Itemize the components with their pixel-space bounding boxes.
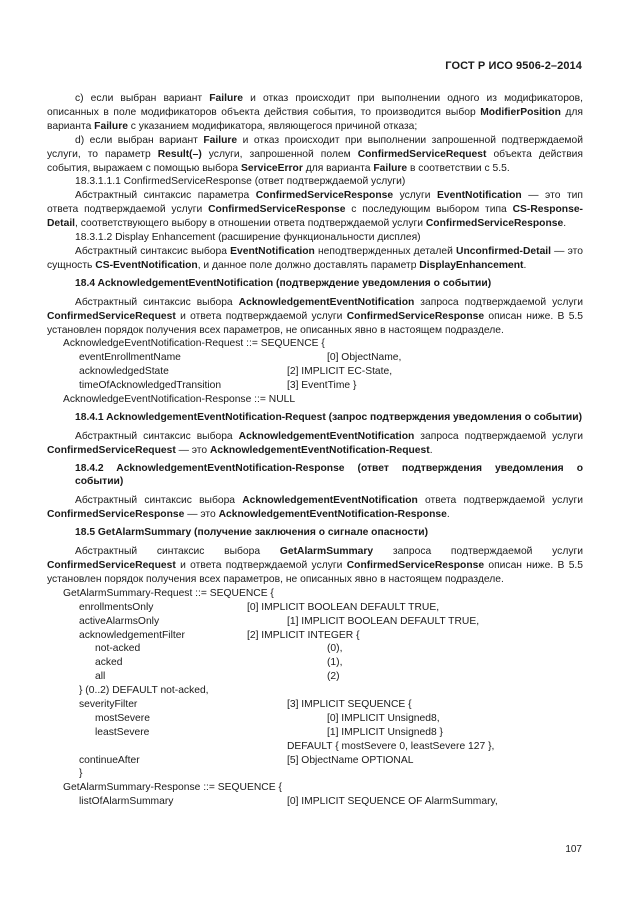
code-type: [2] IMPLICIT INTEGER {	[247, 629, 360, 641]
code-type: [1] IMPLICIT BOOLEAN DEFAULT TRUE,	[287, 615, 480, 627]
heading-18-4: 18.4 AcknowledgementEventNotification (подтверждение уведомления о событии)	[75, 277, 492, 289]
code-line	[47, 698, 583, 712]
code-identifier: leastSevere	[95, 726, 150, 738]
subclause-18-3-1-2: 18.3.1.2 Display Enhancement (расширение функциональности дисплея)	[75, 232, 421, 244]
code-type: [3] EventTime }	[287, 380, 357, 392]
paragraph-18-5: Абстрактный синтаксис выбора GetAlarmSummary запроса подтверждаемой услуги ConfirmedServiceRequest и ответа подтверждаемой услуги ConfirmedServiceResponse описан ниже. В 5.5 установлен порядок получения всех параметров, не описанных явно в настоящем подразделе.	[47, 546, 584, 585]
code-line	[47, 351, 583, 365]
code-identifier: } (0..2) DEFAULT not-acked,	[79, 685, 209, 697]
code-type: [3] IMPLICIT SEQUENCE {	[287, 698, 412, 710]
code-identifier: AcknowledgeEventNotification-Request ::= SEQUENCE {	[63, 338, 325, 350]
code-identifier: continueAfter	[79, 754, 140, 766]
code-type: [0] ObjectName,	[327, 352, 402, 364]
code-type: (0),	[327, 643, 343, 655]
code-identifier: listOfAlarmSummary	[79, 796, 174, 808]
code-line	[47, 684, 583, 698]
paragraph-18-4: Абстрактный синтаксис выбора AcknowledgementEventNotification запроса подтверждаемой услуги ConfirmedServiceRequest и ответа подтверждаемой услуги ConfirmedServiceResponse описан ниже. В 5.5 установлен порядок получения всех параметров, не описанных явно в настоящем подразделе.	[47, 296, 584, 336]
code-line	[47, 712, 583, 726]
paragraph-confirmed-service-response: Абстрактный синтаксис параметра ConfirmedServiceResponse услуги EventNotification — это тип ответа подтверждаемой услуги ConfirmedServiceResponse с последующим выбором типа CS-Response-Detail, соответствующего выбору в отношении ответа подтверждаемой услуги ConfirmedServiceResponse.	[47, 190, 583, 230]
code-identifier: AcknowledgeEventNotification-Response ::= NULL	[63, 393, 296, 405]
code-type: [0] IMPLICIT Unsigned8,	[327, 712, 440, 724]
code-type: [5] ObjectName OPTIONAL	[287, 754, 414, 766]
code-line	[47, 601, 583, 615]
code-type: DEFAULT { mostSevere 0, leastSevere 127 },	[287, 740, 495, 752]
code-line	[47, 656, 583, 670]
code-line	[47, 365, 583, 379]
heading-18-4-1: 18.4.1 AcknowledgementEventNotification-Request (запрос подтверждения уведомления о событии)	[75, 411, 583, 423]
code-line	[47, 754, 583, 768]
paragraph-display-enhancement: Абстрактный синтаксис выбора EventNotification неподтвержденных деталей Unconfirmed-Detail — это сущность CS-EventNotification, и данное поле должно доставлять параметр DisplayEnhancement.	[47, 245, 583, 271]
page-number: 107	[565, 844, 582, 855]
code-identifier: acknowledgementFilter	[79, 629, 185, 641]
code-type: (2)	[327, 671, 340, 683]
code-line	[47, 587, 583, 601]
code-identifier: enrollmentsOnly	[79, 601, 154, 613]
code-identifier: acknowledgedState	[79, 366, 169, 378]
code-line	[47, 670, 583, 684]
code-line	[47, 795, 583, 809]
code-identifier: mostSevere	[95, 712, 150, 724]
code-block-get-alarm-summary	[47, 587, 583, 809]
code-identifier: acked	[95, 657, 123, 669]
code-type: [0] IMPLICIT SEQUENCE OF AlarmSummary,	[287, 796, 498, 808]
code-identifier: GetAlarmSummary-Request ::= SEQUENCE {	[63, 587, 274, 599]
code-type: [1] IMPLICIT Unsigned8 }	[327, 726, 443, 738]
code-block-ack	[47, 337, 583, 406]
code-type: [2] IMPLICIT EC-State,	[287, 366, 393, 378]
paragraph-18-4-1: Абстрактный синтаксис выбора AcknowledgementEventNotification запроса подтверждаемой услуги ConfirmedServiceRequest — это AcknowledgementEventNotification-Request.	[47, 430, 583, 456]
code-type: (1),	[327, 657, 343, 669]
code-identifier: }	[79, 768, 83, 780]
subclause-18-3-1-1-1: 18.3.1.1.1 ConfirmedServiceResponse (ответ подтверждаемой услуги)	[75, 176, 406, 188]
code-line	[47, 337, 583, 351]
code-line	[47, 767, 583, 781]
page-content	[47, 92, 583, 809]
paragraph-item-c: с) если выбран вариант Failure и отказ происходит при выполнении одного из модификаторов, описанных в поле модификаторов объекта действия события, то производится выбор ModifierPosition для варианта Failure с указанием модификатора, являющегося причиной отказа;	[47, 93, 583, 132]
standard-header: ГОСТ Р ИСО 9506-2–2014	[445, 60, 582, 72]
heading-18-4-2: 18.4.2 AcknowledgementEventNotification-Response (ответ подтверждения уведомления о событии)	[75, 462, 583, 488]
code-line	[47, 740, 583, 754]
code-type: [0] IMPLICIT BOOLEAN DEFAULT TRUE,	[247, 601, 440, 613]
code-identifier: not-acked	[95, 643, 141, 655]
code-line	[47, 379, 583, 393]
paragraph-item-d: d) если выбран вариант Failure и отказ происходит при выполнении запрошенной подтверждаемой услуги, то параметр Result(–) услуги, запрошенной полем ConfirmedServiceRequest объекта действия события, выражаем с помощью выбора ServiceError для варианта Failure в соответствии с 5.5.	[47, 134, 583, 174]
code-identifier: activeAlarmsOnly	[79, 615, 160, 627]
paragraph-18-4-2: Абстрактный синтаксис выбора AcknowledgementEventNotification ответа подтверждаемой услуги ConfirmedServiceResponse — это AcknowledgementEventNotification-Response.	[47, 495, 583, 521]
code-identifier: GetAlarmSummary-Response ::= SEQUENCE {	[63, 782, 282, 794]
code-identifier: all	[95, 671, 106, 683]
code-line	[47, 781, 583, 795]
code-line	[47, 629, 583, 643]
code-line	[47, 642, 583, 656]
code-identifier: eventEnrollmentName	[79, 352, 181, 364]
code-line	[47, 393, 583, 407]
code-identifier: timeOfAcknowledgedTransition	[79, 380, 222, 392]
code-line	[47, 726, 583, 740]
heading-18-5: 18.5 GetAlarmSummary (получение заключения о сигнале опасности)	[75, 527, 429, 539]
code-identifier: severityFilter	[79, 698, 138, 710]
code-line	[47, 615, 583, 629]
